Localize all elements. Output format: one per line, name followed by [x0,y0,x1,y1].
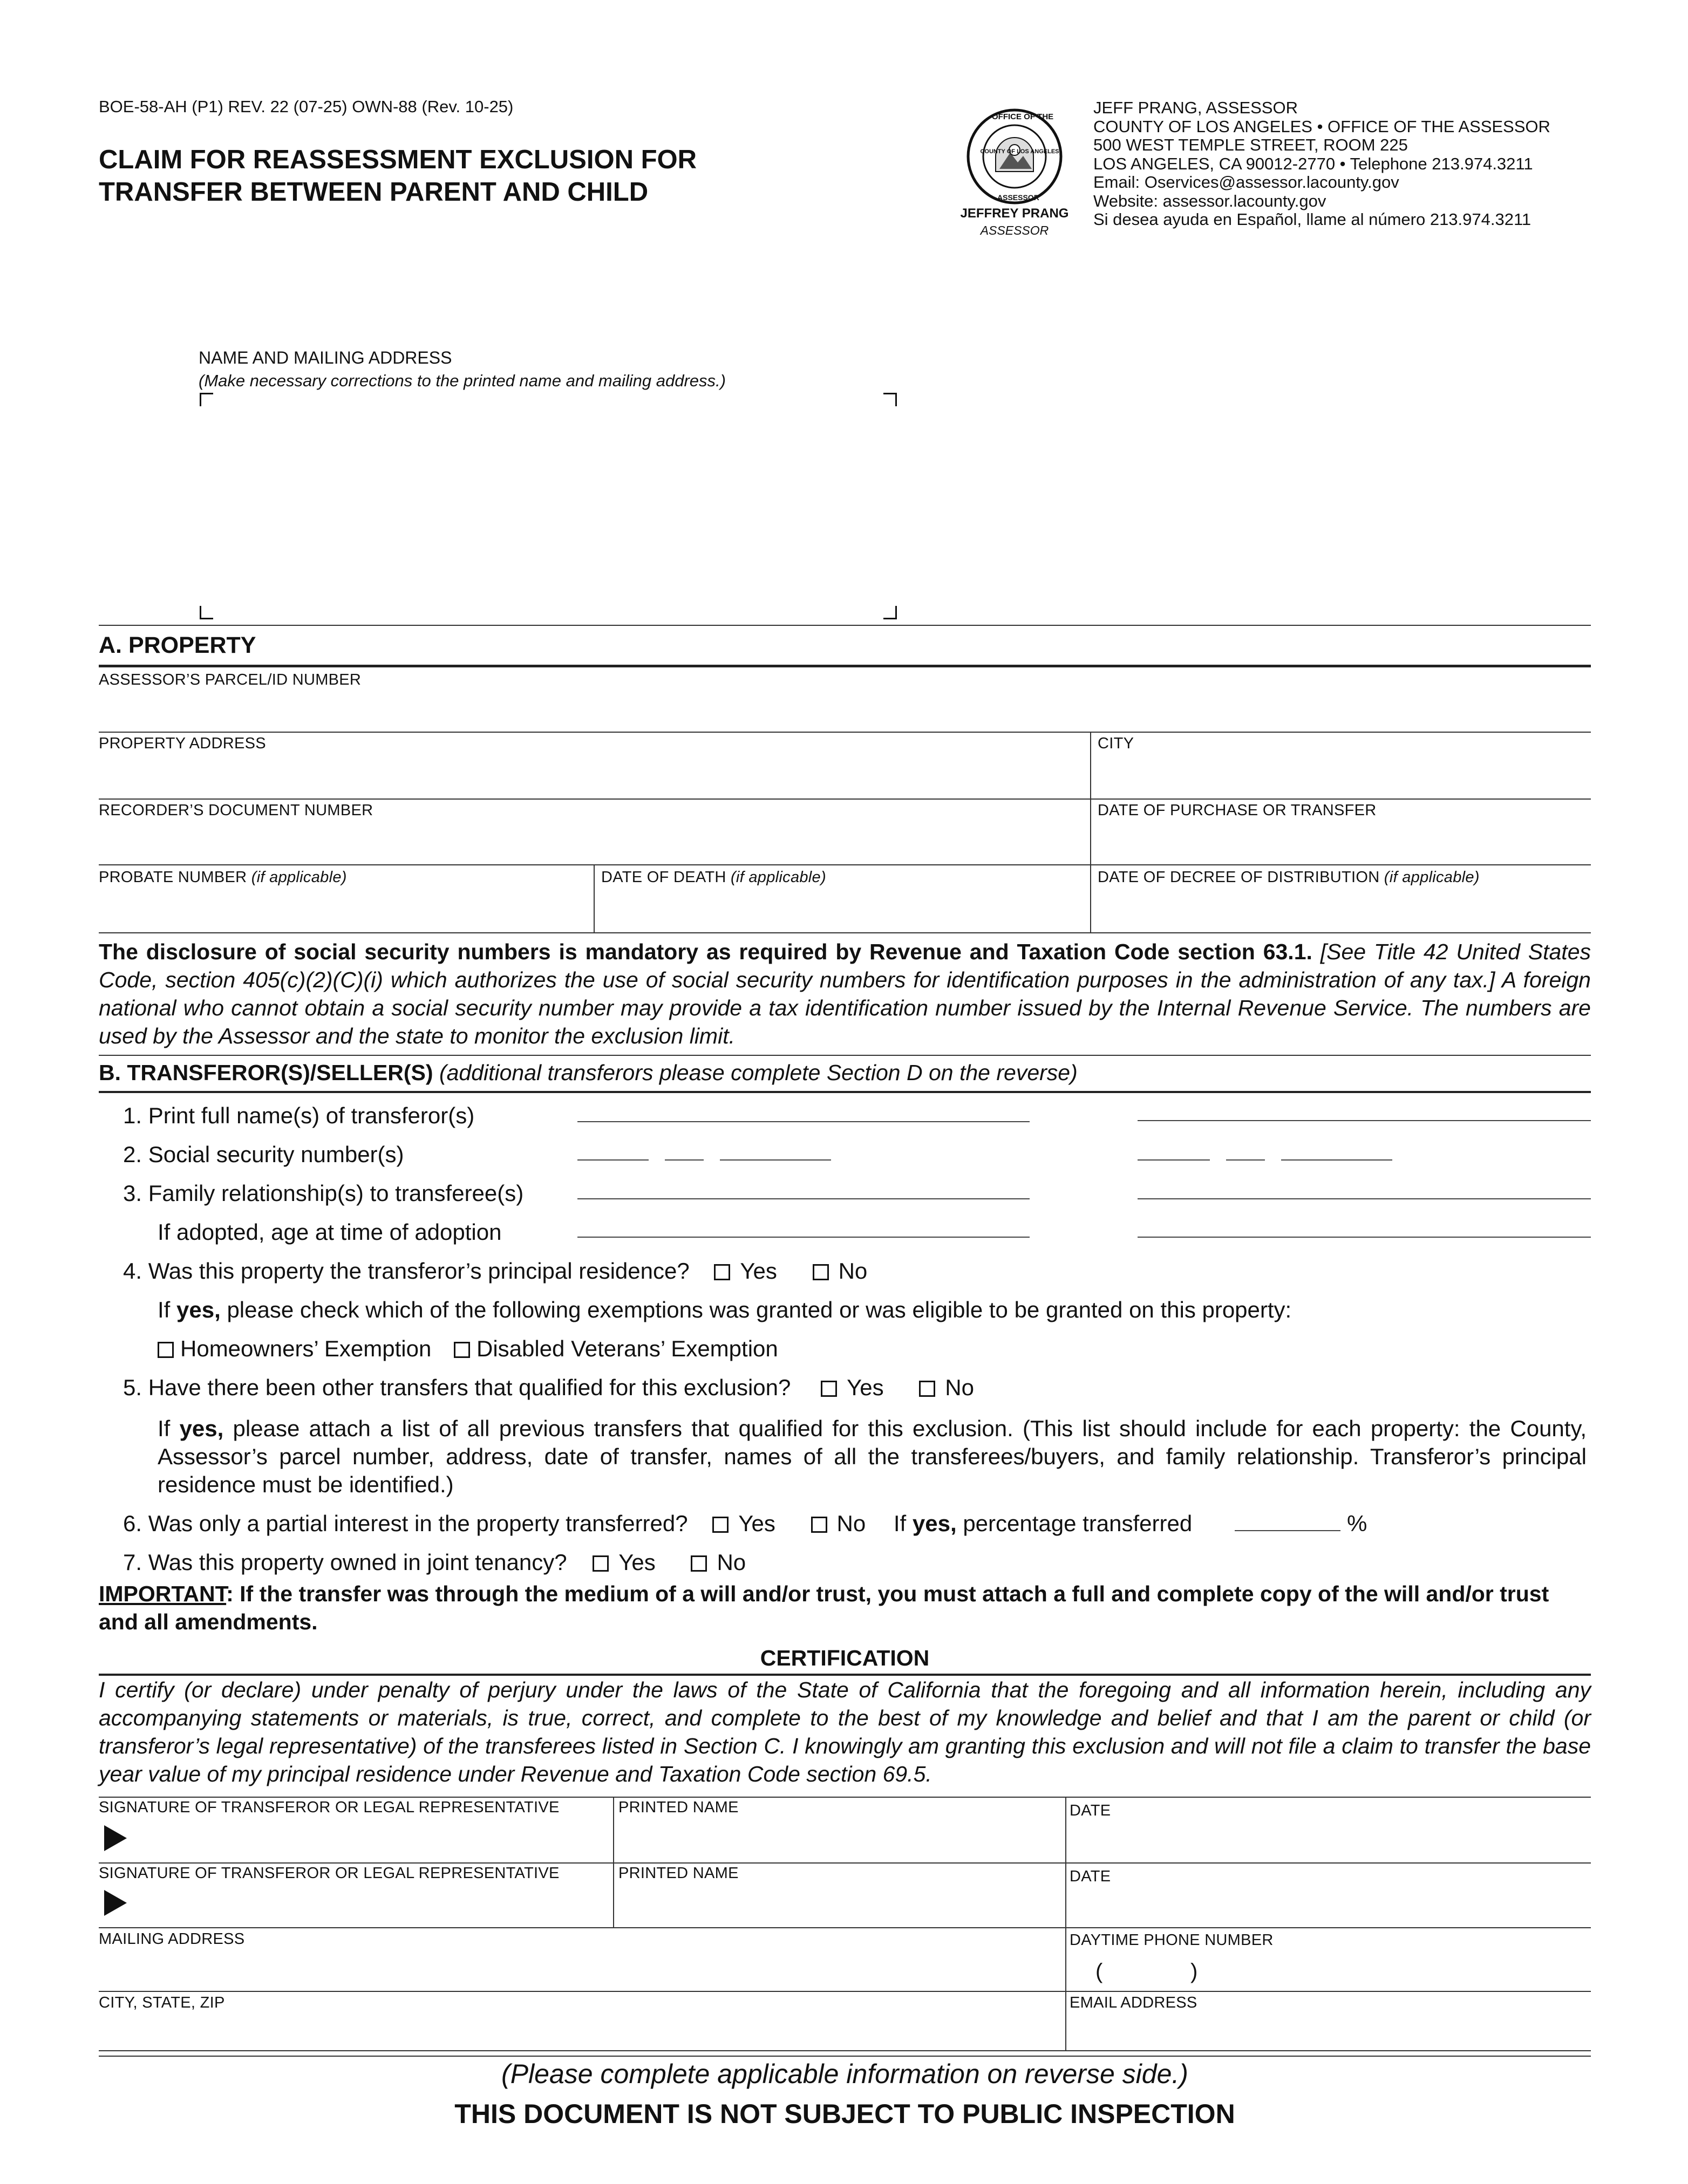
form-title-line2: TRANSFER BETWEEN PARENT AND CHILD [99,178,649,207]
q7-no-checkbox[interactable] [691,1555,707,1572]
q4-row [123,1258,867,1284]
mailing-address-label: MAILING ADDRESS [99,1930,245,1948]
death-date-field[interactable] [599,887,1085,930]
veterans-option[interactable] [454,1336,778,1361]
q6-no-option[interactable] [811,1511,866,1536]
if-text: If [893,1511,907,1536]
date-1-label: DATE [1070,1802,1111,1819]
purchase-date-label: DATE OF PURCHASE OR TRANSFER [1098,802,1377,819]
divider [99,1797,1591,1798]
divider [99,732,1591,733]
city-label: CITY [1098,735,1134,752]
purchase-date-field[interactable] [1095,820,1591,862]
q4-yes-checkbox[interactable] [714,1264,730,1280]
signature-1-label: SIGNATURE OF TRANSFEROR OR LEGAL REPRESENTATIVE [99,1799,560,1816]
q4-label: 4. Was this property the transferor’s principal residence? [123,1258,690,1284]
ssn-1-part2[interactable] [665,1159,704,1161]
phone-area-open: ( [1095,1960,1103,1983]
divider [99,864,1591,865]
if-text: If [158,1297,171,1322]
q1-label: 1. Print full name(s) of transferor(s) [123,1103,475,1128]
probate-label [99,869,347,886]
recorder-doc-label: RECORDER’S DOCUMENT NUMBER [99,802,373,819]
death-note: (if applicable) [730,869,826,886]
no-label: No [836,1511,866,1536]
corner-mark [883,393,897,406]
q6-yes-option[interactable] [712,1511,775,1536]
q5-no-option[interactable] [919,1375,974,1400]
no-label: No [717,1550,746,1575]
assessor-line: Si desea ayuda en Español, llame al número 213.974.3211 [1093,210,1532,229]
q2-label: 2. Social security number(s) [123,1142,404,1167]
divider [99,1091,1591,1093]
not-public-notice: THIS DOCUMENT IS NOT SUBJECT TO PUBLIC INSPECTION [454,2099,1235,2129]
divider [99,932,1591,933]
yes-label: Yes [618,1550,656,1575]
form-title-line1: CLAIM FOR REASSESSMENT EXCLUSION FOR [99,145,697,174]
ssn-1-part1[interactable] [577,1159,649,1161]
signature-2-label: SIGNATURE OF TRANSFEROR OR LEGAL REPRESENTATIVE [99,1865,560,1882]
signature-1-field[interactable] [135,1818,610,1861]
ssn-1-part3[interactable] [720,1159,831,1161]
pct-label: percentage transferred [963,1511,1193,1536]
q6-no-checkbox[interactable] [811,1517,827,1533]
sign-here-arrow-icon [104,1825,127,1851]
corner-mark [200,606,213,619]
assessor-line: 500 WEST TEMPLE STREET, ROOM 225 [1093,135,1408,154]
q5-no-checkbox[interactable] [919,1381,935,1397]
section-b-heading: B. TRANSFEROR(S)/SELLER(S) [99,1060,433,1085]
yes-label: Yes [847,1375,884,1400]
disclosure-bold: The disclosure of social security numbers is mandatory as required by Revenue and Taxation Code section 63.1. [99,939,1312,964]
divider [1090,732,1091,933]
adoption-age-1-field[interactable] [577,1237,1030,1238]
yes-bold: yes, [179,1416,224,1441]
transferor-name-1-field[interactable] [577,1121,1030,1122]
ssn-disclosure [99,938,1591,1050]
divider [99,798,1591,800]
recorder-doc-field[interactable] [99,820,1086,862]
printed-name-2-label: PRINTED NAME [618,1865,739,1882]
divider [99,625,1591,626]
veterans-checkbox[interactable] [454,1342,470,1358]
q7-row [123,1550,746,1575]
email-label: EMAIL ADDRESS [1070,1994,1197,2011]
property-address-field[interactable] [99,753,1086,796]
decree-date-label [1098,869,1480,886]
date-1-field[interactable] [1070,1820,1588,1861]
decree-date-field[interactable] [1095,887,1591,930]
divider [99,1055,1591,1056]
yes-bold: yes, [176,1297,221,1322]
printed-name-1-field[interactable] [618,1818,1061,1861]
email-field[interactable] [1070,2012,1588,2048]
mailing-note: (Make necessary corrections to the printed name and mailing address.) [199,371,726,390]
veterans-label: Disabled Veterans’ Exemption [476,1336,778,1361]
certification-text: I certify (or declare) under penalty of perjury under the laws of the State of California that the foregoing and all information herein, including any accompanying statements or materials, is true, correct, and complete to the best of my knowledge and belief and that I am the parent or child (or transferor’s legal representative) of the transferees listed in Section C. I knowingly am granting this exclusion and will not file a claim to transfer the base year value of my principal residence under Revenue and Taxation Code section 69.5. [99,1677,1591,1786]
seal-name: JEFFREY PRANG [960,206,1069,221]
q4-sub [158,1297,1291,1323]
homeowners-option[interactable] [158,1336,431,1361]
seal-role: ASSESSOR [980,223,1049,237]
homeowners-checkbox[interactable] [158,1342,174,1358]
transferor-name-2-field[interactable] [1138,1120,1591,1121]
adoption-age-2-field[interactable] [1138,1237,1591,1238]
city-state-zip-field[interactable] [99,2012,1059,2048]
q6-pct-text [894,1511,1192,1536]
q5-sub [158,1415,1587,1499]
important-notice [99,1580,1591,1636]
yes-label: Yes [738,1511,775,1536]
probate-label-text: PROBATE NUMBER [99,869,247,886]
assessor-line: LOS ANGELES, CA 90012-2770 • Telephone 213.974.3211 [1093,154,1533,173]
q7-label: 7. Was this property owned in joint tenancy? [123,1550,567,1575]
divider [99,665,1591,667]
probate-number-field[interactable] [99,887,590,930]
corner-mark [200,393,213,406]
pct-sign: % [1347,1511,1367,1536]
divider [99,2050,1591,2051]
printed-name-2-field[interactable] [618,1884,1061,1926]
assessor-email[interactable]: Email: Oservices@assessor.lacounty.gov [1093,173,1399,192]
q7-yes-option[interactable] [593,1550,656,1575]
q3-label: 3. Family relationship(s) to transferee(s) [123,1180,524,1206]
q5-row [123,1375,974,1401]
relationship-1-field[interactable] [577,1198,1030,1199]
signature-2-field[interactable] [135,1884,610,1926]
phone-field[interactable] [1112,1955,1587,1990]
phone-label: DAYTIME PHONE NUMBER [1070,1932,1274,1949]
reverse-side-note: (Please complete applicable information on reverse side.) [501,2059,1188,2089]
if-text: If [158,1416,171,1441]
q4-sub-text: please check which of the following exemptions was granted or was eligible to be granted on this property: [227,1297,1292,1322]
probate-note: (if applicable) [251,869,347,886]
parcel-number-field[interactable] [99,690,1591,729]
q7-no-option[interactable] [691,1550,746,1575]
q3b-label: If adopted, age at time of adoption [158,1219,502,1245]
divider [1065,1797,1066,2050]
phone-area-close: ) [1190,1960,1198,1983]
q5-yes-checkbox[interactable] [821,1381,837,1397]
seal-bottom-text: ASSESSOR [997,193,1039,202]
section-a-title: A. PROPERTY [99,632,256,658]
form-number: BOE-58-AH (P1) REV. 22 (07-25) OWN-88 (Rev. 10-25) [99,97,514,116]
q4-no-option[interactable] [813,1258,868,1284]
city-field[interactable] [1095,753,1591,796]
printed-name-1-label: PRINTED NAME [618,1799,739,1816]
date-2-label: DATE [1070,1868,1111,1885]
corner-mark [883,606,897,619]
q5-sub-text: please attach a list of all previous transfers that qualified for this exclusion. (This list should include for each property: the County, Assessor’s parcel number, address, date of transfer, names of all the transferees/buyers, and family relationship. Transferor’s principal residence must be identified.) [158,1416,1587,1497]
mailing-address-window[interactable] [200,393,897,619]
mailing-address-field[interactable] [99,1949,1059,1990]
seal-mid-text: COUNTY OF LOS ANGELES [980,148,1059,155]
assessor-website[interactable]: Website: assessor.lacounty.gov [1093,191,1326,210]
assessor-contact-block [1093,99,1550,229]
decree-note: (if applicable) [1384,869,1480,886]
death-date-label [601,869,826,886]
q7-yes-checkbox[interactable] [593,1555,609,1572]
sign-here-arrow-icon [104,1890,127,1916]
q6-label: 6. Was only a partial interest in the property transferred? [123,1511,688,1536]
ssn-2-part3[interactable] [1281,1159,1392,1161]
divider [613,1797,614,1927]
q5-yes-option[interactable] [821,1375,884,1400]
disclosure-italic: [See Title 42 United States Code, section 405(c)(2)(C)(i) which authorizes the use of social security numbers for identification purposes in the administration of any tax.] A foreign national who cannot obtain a social security number may provide a tax identification number issued by the Internal Revenue Service. The numbers are used by the Assessor and the state to monitor the exclusion limit. [99,939,1591,1048]
decree-label-text: DATE OF DECREE OF DISTRIBUTION [1098,869,1380,886]
section-b-note: (additional transferors please complete Section D on the reverse) [439,1060,1078,1085]
mailing-label: NAME AND MAILING ADDRESS [199,348,452,367]
no-label: No [838,1258,868,1284]
divider [99,2056,1591,2057]
relationship-2-field[interactable] [1138,1198,1591,1199]
divider [99,1862,1591,1864]
yes-label: Yes [740,1258,777,1284]
important-label: IMPORTANT [99,1581,227,1606]
q4-no-checkbox[interactable] [813,1264,829,1280]
city-state-zip-label: CITY, STATE, ZIP [99,1994,225,2011]
divider [99,1991,1591,1992]
date-2-field[interactable] [1070,1886,1588,1926]
important-text: : If the transfer was through the medium of a will and/or trust, you must attach a full and complete copy of the will and/or trust and all amendments. [99,1581,1549,1634]
no-label: No [945,1375,974,1400]
ssn-2-part1[interactable] [1138,1159,1210,1161]
property-address-label: PROPERTY ADDRESS [99,735,266,752]
assessor-line: COUNTY OF LOS ANGELES • OFFICE OF THE ASSESSOR [1093,117,1550,136]
percentage-field[interactable] [1235,1530,1340,1531]
death-label-text: DATE OF DEATH [601,869,726,886]
exemption-options [158,1336,778,1362]
seal-top-text: OFFICE OF THE [992,112,1054,121]
ssn-2-part2[interactable] [1226,1159,1265,1161]
q6-row [123,1511,1192,1537]
divider [99,1927,1591,1928]
q5-label: 5. Have there been other transfers that qualified for this exclusion? [123,1375,791,1400]
q6-yes-checkbox[interactable] [712,1517,729,1533]
section-b-title [99,1060,1078,1086]
divider [594,864,595,933]
parcel-label: ASSESSOR’S PARCEL/ID NUMBER [99,671,362,688]
yes-bold: yes, [912,1511,957,1536]
q4-yes-option[interactable] [714,1258,777,1284]
assessor-line: JEFF PRANG, ASSESSOR [1093,98,1298,117]
homeowners-label: Homeowners’ Exemption [180,1336,432,1361]
certification-title: CERTIFICATION [760,1646,930,1670]
